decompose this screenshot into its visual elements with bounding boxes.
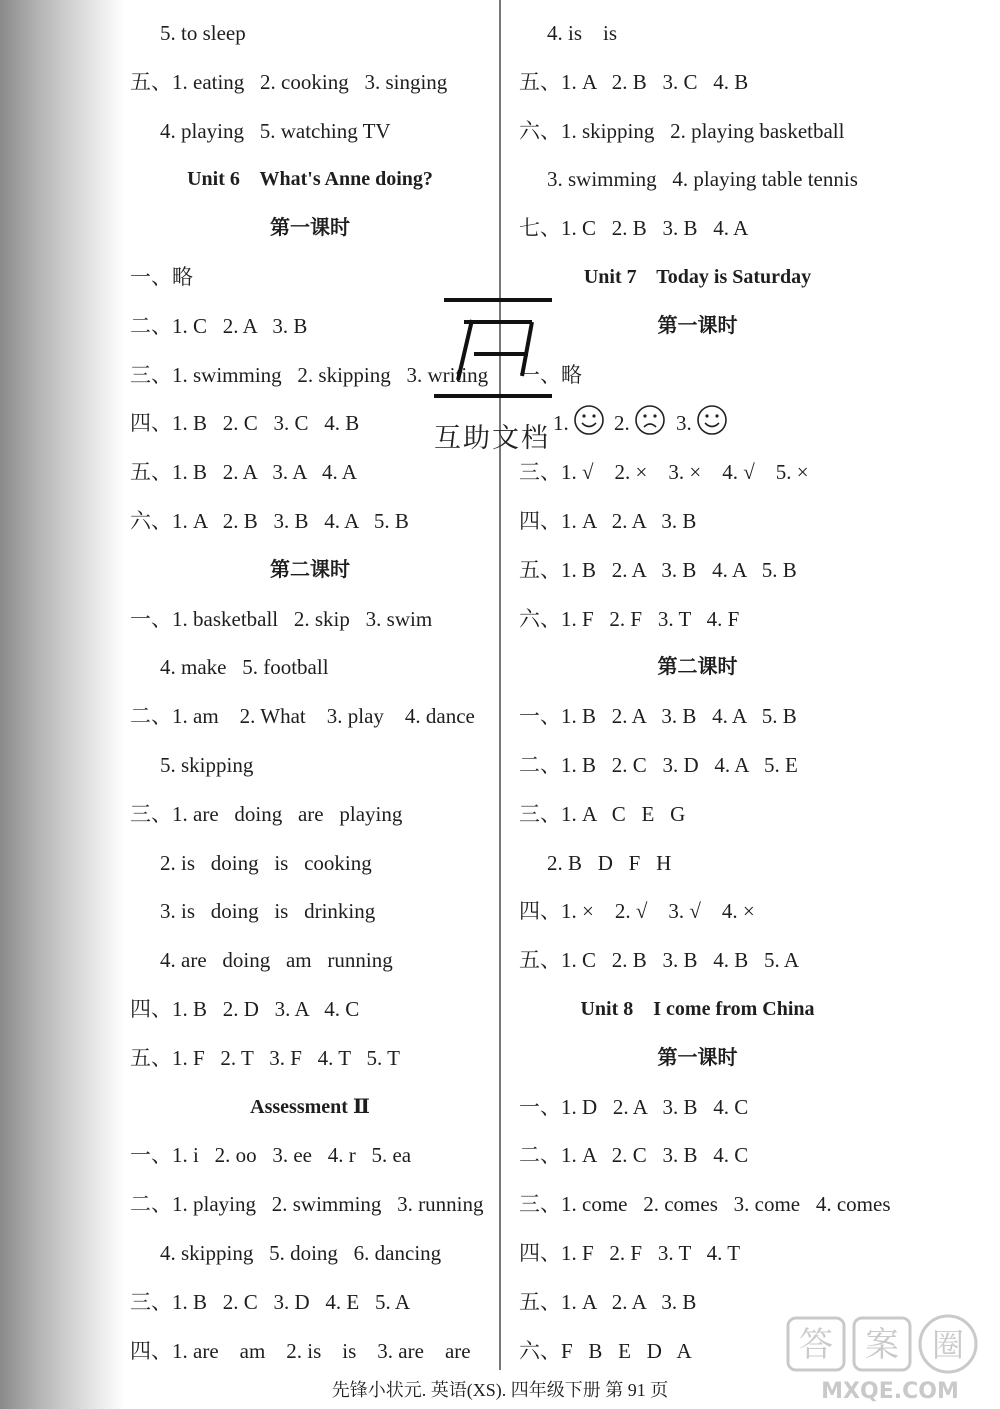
answer-line: 七、1. C 2. B 3. B 4. A <box>519 216 749 241</box>
section-heading: 第二课时 <box>270 558 350 581</box>
watermark-text: 互助文档 <box>434 423 550 454</box>
answer-line: 六、F B E D A <box>519 1338 692 1363</box>
answer-line: 四、1. F 2. F 3. T 4. T <box>519 1241 741 1265</box>
answer-line: 一、1. basketball 2. skip 3. swim <box>130 606 433 631</box>
sad-face-icon <box>634 404 666 436</box>
section-heading: Unit 8 I come from China <box>580 998 815 1020</box>
answer-line: 四、1. B 2. C 3. C 4. B <box>130 411 360 436</box>
answer-line: 三、1. come 2. comes 3. come 4. comes <box>519 1192 891 1217</box>
smiley-face-icon <box>696 404 728 436</box>
answer-line: 一、1. i 2. oo 3. ee 4. r 5. ea <box>130 1143 412 1168</box>
section-heading: 第一课时 <box>657 1046 738 1069</box>
answer-line: 四、1. × 2. √ 3. √ 4. × <box>519 899 755 924</box>
face-item-label: 2. <box>614 411 630 436</box>
section-heading: 第一课时 <box>270 217 350 240</box>
page-footer: 先锋小状元. 英语(XS). 四年级下册 第 91 页 <box>331 1380 669 1400</box>
answer-line: 五、1. B 2. A 3. B 4. A 5. B <box>519 557 797 582</box>
answer-line: 一、1. B 2. A 3. B 4. A 5. B <box>519 704 797 729</box>
section-heading: 第二课时 <box>657 656 738 679</box>
answer-line: 三、1. B 2. C 3. D 4. E 5. A <box>130 1289 411 1314</box>
section-heading: Unit 7 Today is Saturday <box>583 266 812 288</box>
answer-line: 5. to sleep <box>160 21 246 45</box>
answer-line: 一、略 <box>130 265 193 289</box>
answer-line: 四、1. B 2. D 3. A 4. C <box>130 997 360 1021</box>
answer-line: 六、1. A 2. B 3. B 4. A 5. B <box>130 509 409 533</box>
answer-line: 五、1. F 2. T 3. F 4. T 5. T <box>130 1045 400 1070</box>
answer-line: 三、1. are doing are playing <box>130 801 403 826</box>
answer-line: 五、1. C 2. B 3. B 4. B 5. A <box>519 948 800 973</box>
answer-line: 五、1. A 2. A 3. B <box>519 1289 697 1314</box>
section-heading: Unit 6 What's Anne doing? <box>187 168 433 191</box>
answer-line: 二、1. playing 2. swimming 3. running <box>130 1192 484 1217</box>
answer-line: 二、1. B 2. C 3. D 4. A 5. E <box>519 753 798 777</box>
answer-line: 四、1. A 2. A 3. B <box>519 509 697 533</box>
answer-line: 六、1. skipping 2. playing basketball <box>519 118 845 143</box>
answer-line: 二、1. C 2. A 3. B <box>130 313 308 338</box>
answer-line: 四、1. are am 2. is is 3. are are <box>130 1338 471 1363</box>
answer-line: 2. is doing is cooking <box>160 850 372 875</box>
answer-line: 五、1. A 2. B 3. C 4. B <box>519 69 749 94</box>
section-heading: Assessment Ⅱ <box>250 1095 370 1118</box>
svg-text:案: 案 <box>865 1325 899 1365</box>
svg-text:答: 答 <box>799 1325 833 1365</box>
answer-line: 2. B D F H <box>547 850 672 875</box>
answer-line: 5. skipping <box>160 753 254 777</box>
answer-line: 4. are doing am running <box>160 948 393 973</box>
svg-text:MXQE.COM: MXQE.COM <box>821 1379 959 1404</box>
section-heading: 第一课时 <box>657 314 738 337</box>
answer-line: 3. is doing is drinking <box>160 899 376 924</box>
page-shadow <box>0 0 125 1409</box>
face-item-label: 3. <box>676 411 692 436</box>
answer-line: 4. playing 5. watching TV <box>160 118 391 143</box>
answer-line: 五、1. eating 2. cooking 3. singing <box>130 69 448 94</box>
answer-line: 三、1. √ 2. × 3. × 4. √ 5. × <box>519 460 809 485</box>
column-divider <box>499 0 501 1370</box>
answer-line: 六、1. F 2. F 3. T 4. F <box>519 606 740 631</box>
answer-line: 二、1. am 2. What 3. play 4. dance <box>130 704 475 729</box>
svg-text:圈: 圈 <box>931 1326 965 1364</box>
answer-line: 三、1. swimming 2. skipping 3. writing <box>130 362 489 387</box>
answer-line: 二、1. A 2. C 3. B 4. C <box>519 1143 749 1168</box>
smiley-face-icon <box>573 404 605 436</box>
answer-line: 一、1. D 2. A 3. B 4. C <box>519 1094 749 1119</box>
watermark-logo <box>434 292 559 412</box>
face-item-label: 1. <box>553 411 569 436</box>
answer-line: 三、1. A C E G <box>519 801 686 826</box>
answer-line: 一、略 <box>519 362 582 387</box>
answer-line: 五、1. B 2. A 3. A 4. A <box>130 460 357 485</box>
answer-line: 4. is is <box>547 21 618 45</box>
answer-line: 3. swimming 4. playing table tennis <box>547 167 858 192</box>
answer-line: 4. make 5. football <box>160 655 329 680</box>
answer-line: 4. skipping 5. doing 6. dancing <box>160 1241 442 1265</box>
